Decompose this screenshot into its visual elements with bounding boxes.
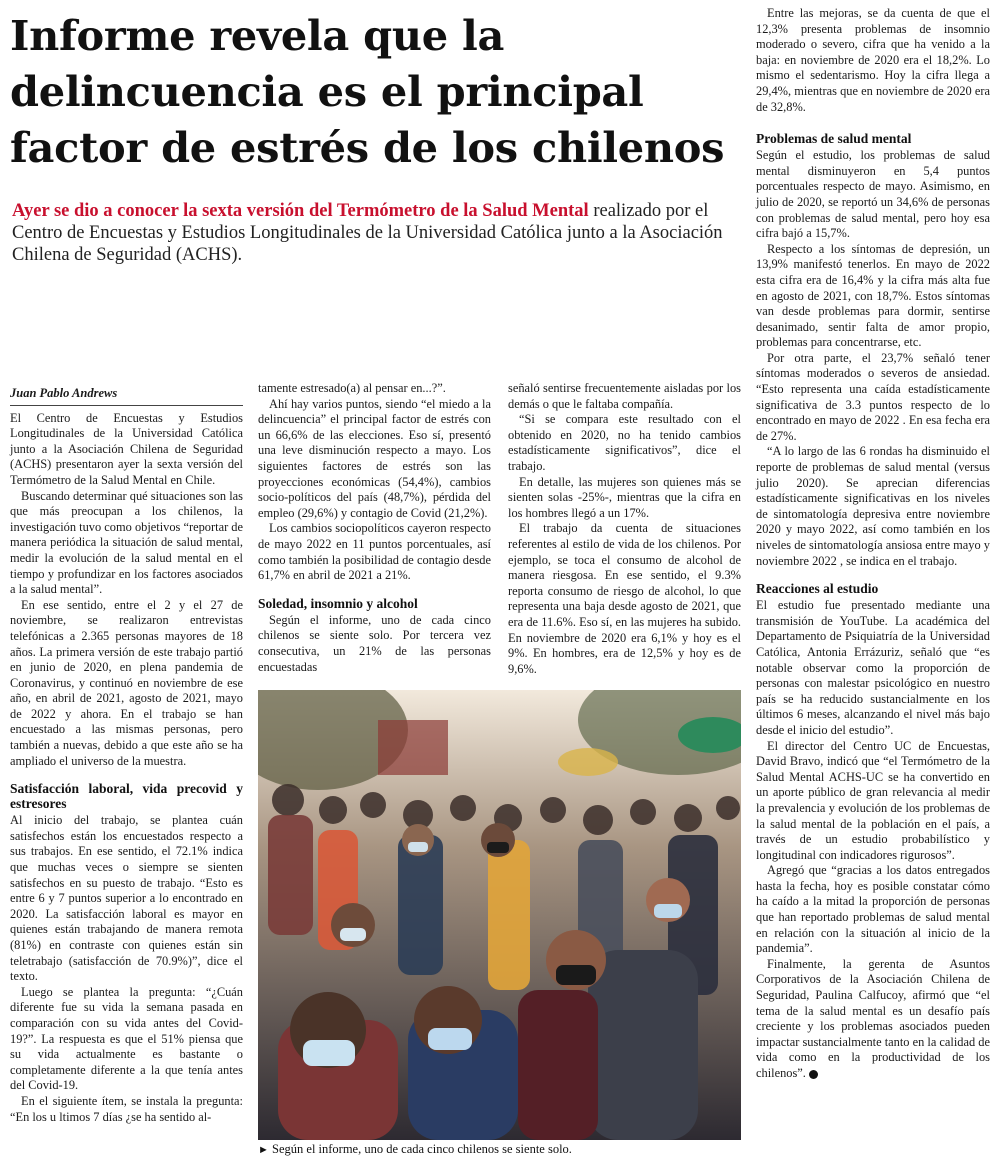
section-heading: Satisfacción laboral, vida precovid y estresores (10, 781, 243, 812)
paragraph: En detalle, las mujeres son quienes más se sienten solas -25%-, mientras que la cifra en los hombres llegó a un 17%. (508, 474, 741, 520)
column-4 (756, 6, 990, 1082)
photo-caption (258, 1141, 741, 1158)
caption-arrow-icon: ► (258, 1144, 269, 1156)
paragraph: El trabajo da cuenta de situaciones referentes al estilo de vida de los chilenos. Por ejemplo, se toca el consumo de alcohol de manera riesgosa. En ese sentido, el 9.3% reporta consumo de riesgo de alcohol, lo que representa una baja desde agosto de 2021, que era de 11.6%. Eso sí, en las mujeres ha subido. En noviembre de 2020 era 6,1% y hoy es el 9%. En hombres, era de 12,5% y hoy es de 9,6%. (508, 521, 741, 676)
paragraph: Respecto a los síntomas de depresión, un 13,9% manifestó tenerlos. En mayo de 2022 esta cifra era de 16,4% y la cifra más alta fue en agosto de 2021, con 18,7%. Estos síntomas van desde problemas para dormir, sentirse desanimado, sentir falta de amor propio, problemas para concentrarse, etc. (756, 241, 990, 350)
paragraph (756, 957, 990, 1082)
paragraph: En ese sentido, entre el 2 y el 27 de noviembre, se realizaron entrevistas telefónicas a 2.365 personas mayores de 18 años. La primera versión de este trabajo partió en junio de 2020, en plena pandemia de Coronavirus, y continuó en noviembre de ese año, en abril de 2021, agosto de 2021, mayo de 2022 y ahora. En el trabajo se han encuestado a las mismas personas, pero también a nuevas, debido a que este año se ha ampliado el universo de la muestra. (10, 597, 243, 768)
lead-highlight: Ayer se dio a conocer la sexta versión del Termómetro de la Salud Mental (12, 201, 589, 221)
paragraph: El director del Centro UC de Encuestas, David Bravo, indicó que “el Termómetro de la Salud Mental ACHS-UC se ha convertido en un aporte público de gran relevancia al medir la prevalencia y evolución de los problemas de la salud mental de la población en el país, a través de un estudio probabilístico y longitudinal con indicadores rigurosos”. (756, 738, 990, 862)
paragraph: Los cambios sociopolíticos cayeron respecto de mayo 2022 en 11 puntos porcentuales, así como también la posibilidad de contagio desde 61,7% en abril de 2021 a 21%. (258, 521, 491, 583)
paragraph: “Si se compara este resultado con el obtenido en 2020, no ha tenido cambios estadísticamente significativos”, dice el trabajo. (508, 412, 741, 473)
caption-text: Según el informe, uno de cada cinco chilenos se siente solo. (272, 1142, 572, 1156)
column-3 (508, 381, 741, 677)
paragraph: El estudio fue presentado mediante una transmisión de YouTube. La académica del Departamento de Psiquiatría de la Universidad Católica, Antonia Errázuriz, señaló que “es notable observar como la proporción de personas con malestar psicológico en nuestro país se ha reducido sustancialmente en los últimos 6 meses, alcanzando el nivel más bajo desde el inicio del estudio”. (756, 598, 990, 737)
section-heading: Problemas de salud mental (756, 131, 912, 147)
paragraph: Por otra parte, el 23,7% señaló tener síntomas moderados o severos de ansiedad. “Esto representa una caída estadísticamente significativa de 3.3 puntos respecto de lo encontrado en mayo de 2022 . En esa fecha era de 27%. (756, 350, 990, 443)
paragraph: En el siguiente ítem, se instala la pregunta: “En los u ltimos 7 días ¿se ha sentido al- (10, 1093, 243, 1124)
column-1 (10, 386, 243, 1125)
crowd-photo (258, 690, 741, 1140)
lead-paragraph (12, 200, 742, 266)
paragraph: El Centro de Encuestas y Estudios Longitudinales de la Universidad Católica junto a la Asociación Chilena de Seguridad (ACHS) presentaron ayer la sexta versión del Termómetro de la Salud Mental en Chile. (10, 410, 243, 487)
paragraph: Entre las mejoras, se da cuenta de que el 12,3% presenta problemas de insomnio moderado o severo, cifra que ha venido a la baja: en noviembre de 2020 era el 18,2%. Lo mismo el sedentarismo. Hoy la cifra llega a 29,4%, mientras que en noviembre de 2020 era de 32,8%. (756, 6, 990, 114)
paragraph: “A lo largo de las 6 rondas ha disminuido el reporte de problemas de salud mental (versus julio 2020). Se aprecian diferencias estadísticamente significativas en los niveles de sintomatología depresiva entre noviembre 2020 y mayo 2022, así como también en los niveles de sintomatología ansiosa entre mayo y noviembre 2022 , se indica en el trabajo. (756, 444, 990, 568)
paragraph: Al inicio del trabajo, se plantea cuán satisfechos están los encuestados respecto a sus trabajos. En ese sentido, el 72.1% indica que muchas veces o siempre se sienten satisfechos en su puesto de trabajo. “Esto es entre 6 y 7 puntos superior a lo encontrado en 2020. La satisfacción laboral es mayor en quienes están trabajando de manera remota (81%) en contraste con quienes están sin teletrabajo (satisfacción de 70.9%)”, dice el texto. (10, 813, 243, 984)
crowd-illustration (258, 690, 741, 1140)
column-2 (258, 381, 491, 675)
paragraph: tamente estresado(a) al pensar en...?”. (258, 381, 446, 395)
lead-text: realizado por el Centro de Encuestas y Estudios Longitudinales de la Universidad Católica junto a la Asociación Chilena de Seguridad (ACHS). (12, 201, 723, 265)
end-of-article-mark (809, 1070, 818, 1079)
section-heading: Soledad, insomnio y alcohol (258, 595, 418, 611)
paragraph: Buscando determinar qué situaciones son las que más preocupan a los chilenos, la investigación tuvo como objetivos “reportar de manera periódica la situación de salud mental, medir la evolución de la salud mental en el tiempo y profundizar en los factores asociados a la salud mental”. (10, 488, 243, 597)
byline: Juan Pablo Andrews (10, 386, 243, 406)
section-heading: Reacciones al estudio (756, 581, 879, 597)
paragraph: Según el estudio, los problemas de salud mental disminuyeron en 5,4 puntos porcentuales respecto de mayo. Asimismo, en julio de 2020, se reportó un 34,6% de personas con problemas de salud mental, pero hoy esa cifra bajó a 15,7%. (756, 148, 990, 241)
paragraph-text: Finalmente, la gerenta de Asuntos Corporativos de la Asociación Chilena de Seguridad, Paulina Calfucoy, afirmó que “el tema de la salud mental es un desafío país creciente y los problemas asociados pueden impactar sustancialmente tanto en la calidad de vida como en la productividad de los chilenos”. (756, 956, 990, 1080)
paragraph: señaló sentirse frecuentemente aisladas por los demás o que le faltaba compañía. (508, 381, 741, 411)
paragraph: Luego se plantea la pregunta: “¿Cuán diferente fue su vida la semana pasada en comparación con su vida antes del Covid-19?”. La respuesta es que el 51% piensa que su vida actualmente es bastante o completamente diferente a la que tenía antes del Covid-19. (10, 984, 243, 1093)
headline: Informe revela que la delincuencia es el principal factor de estrés de los chilenos (10, 11, 725, 172)
paragraph: Según el informe, uno de cada cinco chilenos se siente solo. Por tercera vez consecutiva, un 21% de las personas encuestadas (258, 612, 491, 674)
paragraph: Agregó que “gracias a los datos entregados hasta la fecha, hoy es posible constatar cómo ha caído a la mitad la proporción de personas que han reportado problemas de salud mental en relación con la situación al inicio de la pandemia”. (756, 863, 990, 956)
paragraph: Ahí hay varios puntos, siendo “el miedo a la delincuencia” el principal factor de estrés con un 66,6% de las elecciones. Eso sí, presentó una leve disminución respecto a mayo. Los siguientes factores de estrés son las proyecciones económicas (54,4%), cambios socio-políticos del país (48,7%), pérdida del empleo (29,6%) y contagio de Covid (21,2%). (258, 396, 491, 520)
